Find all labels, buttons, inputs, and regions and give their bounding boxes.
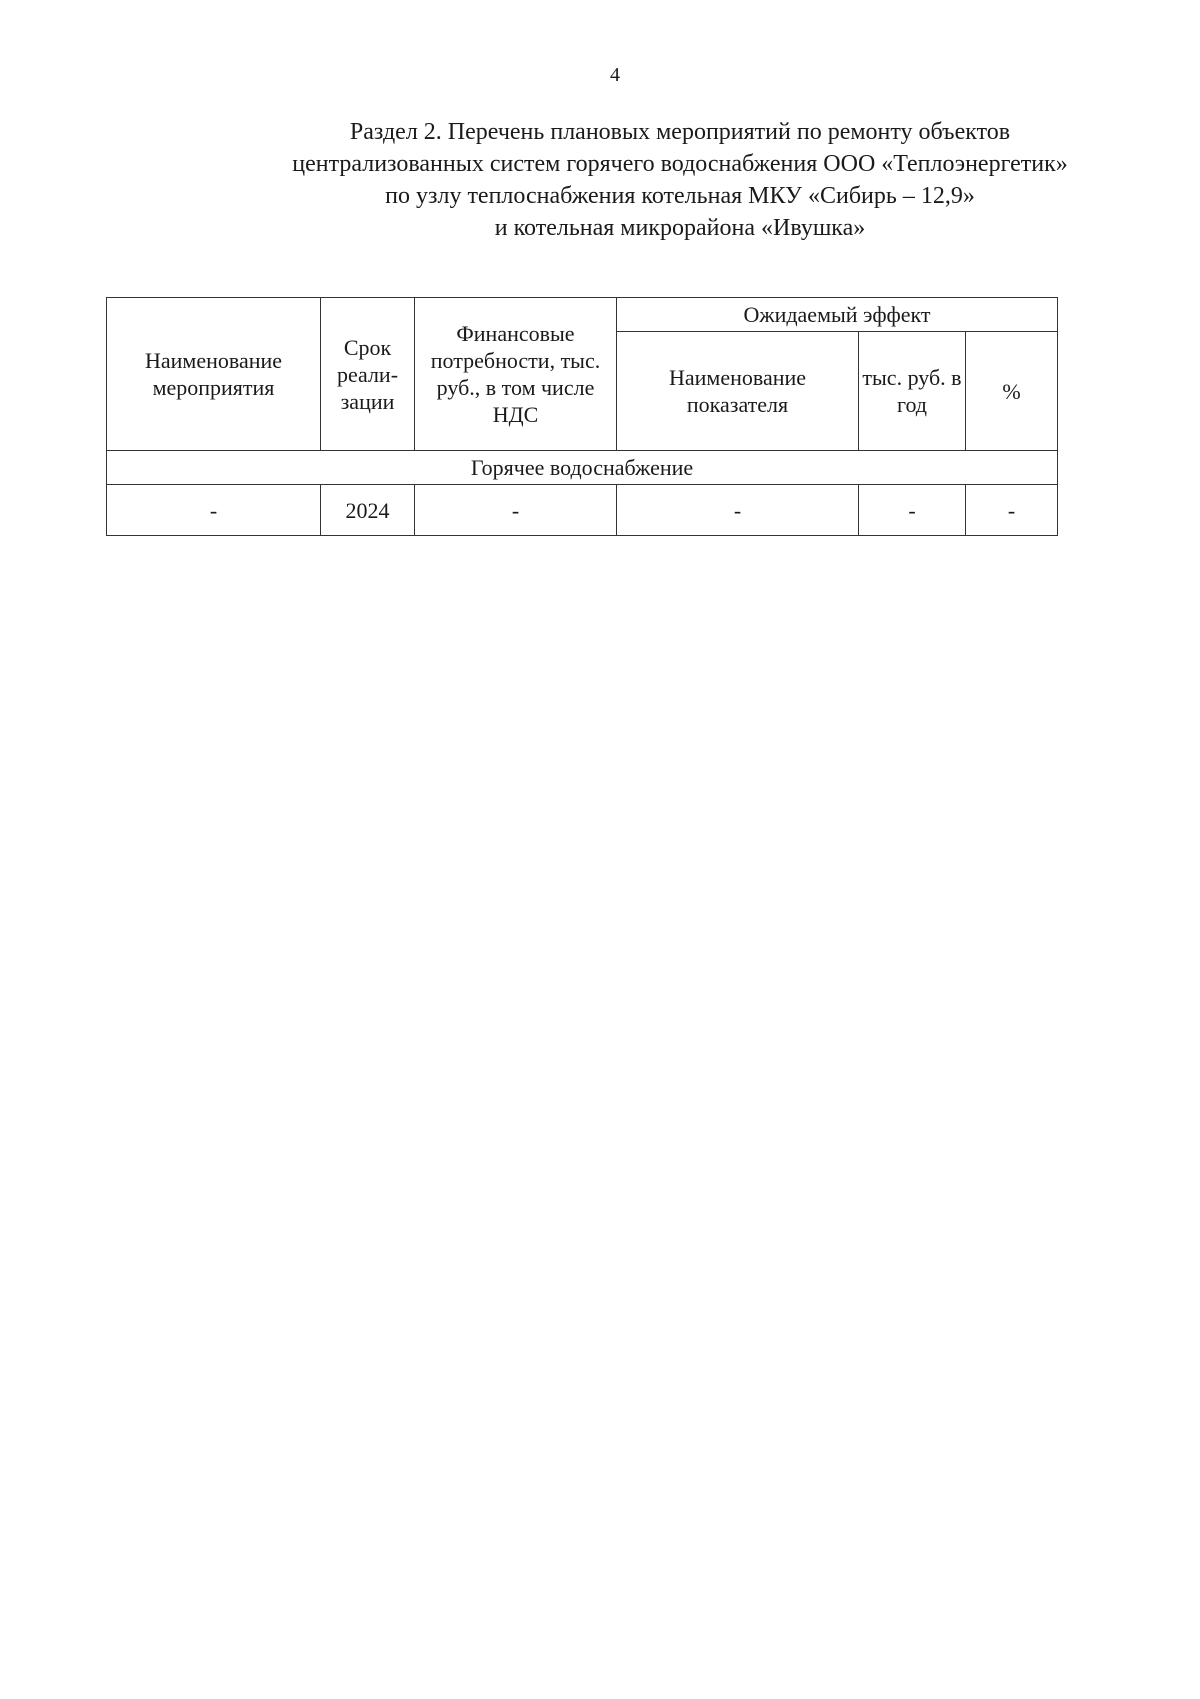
heading-line-3: по узлу теплоснабжения котельная МКУ «Сибирь – 12,9»	[385, 183, 975, 209]
header-expected-effect: Ожидаемый эффект	[617, 298, 1058, 332]
cell-indicator: -	[617, 485, 859, 536]
section-heading	[100, 116, 1200, 244]
cell-finance: -	[415, 485, 617, 536]
page-number: 4	[610, 64, 620, 86]
cell-rub-per-year: -	[859, 485, 966, 536]
heading-line-2: централизованных систем горячего водоснабжения ООО «Теплоэнергетик»	[292, 151, 1068, 177]
table-row	[107, 485, 1058, 536]
header-percent: %	[966, 332, 1058, 451]
heading-line-4: и котельная микрорайона «Ивушка»	[494, 215, 866, 241]
group-hot-water: Горячее водоснабжение	[107, 451, 1058, 485]
header-indicator-name: Наименование показателя	[617, 332, 859, 451]
cell-measure-name: -	[107, 485, 321, 536]
header-term: Срок реали-зации	[321, 298, 415, 451]
header-finance: Финансовые потребности, тыс. руб., в том числе НДС	[415, 298, 617, 451]
measures-table	[106, 297, 1058, 536]
header-rub-per-year: тыс. руб. в год	[859, 332, 966, 451]
cell-percent: -	[966, 485, 1058, 536]
heading-line-1: Раздел 2. Перечень плановых мероприятий по ремонту объектов	[349, 119, 1011, 145]
cell-term: 2024	[321, 485, 415, 536]
header-measure-name: Наименование мероприятия	[107, 298, 321, 451]
